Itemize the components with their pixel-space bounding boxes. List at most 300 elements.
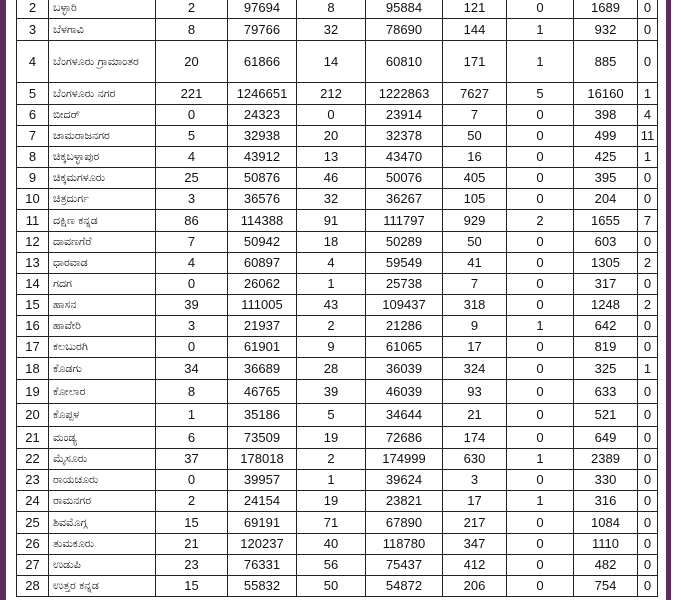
value-cell: 56 [297, 555, 366, 576]
value-cell: 932 [574, 19, 638, 41]
serial-number-cell: 10 [17, 189, 49, 210]
value-cell: 19 [297, 427, 366, 449]
value-cell: 171 [443, 41, 507, 83]
value-cell: 8 [297, 0, 366, 19]
district-name-cell: ಹಾಸನ [49, 295, 156, 316]
value-cell: 28 [297, 358, 366, 380]
table-row [17, 404, 658, 427]
value-cell: 316 [574, 491, 638, 512]
value-cell: 39624 [366, 470, 443, 491]
value-cell: 21 [156, 534, 228, 555]
value-cell: 630 [443, 449, 507, 470]
value-cell: 61866 [228, 41, 297, 83]
value-cell: 23821 [366, 491, 443, 512]
district-data-table [16, 0, 658, 597]
value-cell: 4 [638, 105, 658, 126]
value-cell: 324 [443, 358, 507, 380]
value-cell: 0 [507, 126, 574, 147]
value-cell: 499 [574, 126, 638, 147]
serial-number-cell: 8 [17, 147, 49, 168]
value-cell: 17 [443, 491, 507, 512]
value-cell: 0 [638, 0, 658, 19]
district-name-cell: ದಾವಣಗೆರೆ [49, 232, 156, 253]
value-cell: 0 [638, 404, 658, 427]
value-cell: 4 [297, 253, 366, 274]
district-name-cell: ಶಿವಮೊಗ್ಗ [49, 512, 156, 534]
district-name-cell: ಚಿತ್ರದುರ್ಗ [49, 189, 156, 210]
value-cell: 0 [156, 337, 228, 358]
serial-number-cell: 4 [17, 41, 49, 83]
value-cell: 1 [297, 470, 366, 491]
value-cell: 43470 [366, 147, 443, 168]
serial-number-cell: 12 [17, 232, 49, 253]
district-name-cell: ಕೊಪ್ಪಳ [49, 404, 156, 427]
value-cell: 60897 [228, 253, 297, 274]
value-cell: 395 [574, 168, 638, 189]
serial-number-cell: 17 [17, 337, 49, 358]
table-row [17, 253, 658, 274]
value-cell: 649 [574, 427, 638, 449]
value-cell: 0 [507, 427, 574, 449]
value-cell: 204 [574, 189, 638, 210]
value-cell: 109437 [366, 295, 443, 316]
value-cell: 67890 [366, 512, 443, 534]
value-cell: 412 [443, 555, 507, 576]
value-cell: 0 [507, 0, 574, 19]
value-cell: 50289 [366, 232, 443, 253]
table-row [17, 358, 658, 380]
district-name-cell: ಗದಗ [49, 274, 156, 295]
value-cell: 32 [297, 189, 366, 210]
value-cell: 0 [507, 512, 574, 534]
table-row [17, 0, 658, 19]
value-cell: 0 [507, 274, 574, 295]
table-row [17, 512, 658, 534]
table-row [17, 316, 658, 337]
district-name-cell: ಮಂಡ್ಯ [49, 427, 156, 449]
value-cell: 97694 [228, 0, 297, 19]
value-cell: 20 [156, 41, 228, 83]
value-cell: 2 [297, 449, 366, 470]
value-cell: 50942 [228, 232, 297, 253]
value-cell: 6 [156, 427, 228, 449]
table-row [17, 470, 658, 491]
value-cell: 16 [443, 147, 507, 168]
value-cell: 120237 [228, 534, 297, 555]
value-cell: 482 [574, 555, 638, 576]
table-row [17, 105, 658, 126]
value-cell: 347 [443, 534, 507, 555]
value-cell: 1084 [574, 512, 638, 534]
value-cell: 521 [574, 404, 638, 427]
value-cell: 0 [507, 555, 574, 576]
table-row [17, 83, 658, 105]
value-cell: 7627 [443, 83, 507, 105]
value-cell: 36576 [228, 189, 297, 210]
value-cell: 34 [156, 358, 228, 380]
value-cell: 32 [297, 19, 366, 41]
value-cell: 50 [443, 126, 507, 147]
value-cell: 16160 [574, 83, 638, 105]
value-cell: 43912 [228, 147, 297, 168]
serial-number-cell: 5 [17, 83, 49, 105]
value-cell: 36039 [366, 358, 443, 380]
value-cell: 23914 [366, 105, 443, 126]
value-cell: 0 [638, 555, 658, 576]
table-row [17, 337, 658, 358]
value-cell: 111797 [366, 210, 443, 232]
district-name-cell: ಧಾರವಾಡ [49, 253, 156, 274]
value-cell: 0 [507, 534, 574, 555]
value-cell: 2 [638, 295, 658, 316]
value-cell: 75437 [366, 555, 443, 576]
value-cell: 60810 [366, 41, 443, 83]
value-cell: 0 [507, 337, 574, 358]
value-cell: 642 [574, 316, 638, 337]
district-name-cell: ಬಳ್ಳಾರಿ [49, 0, 156, 19]
value-cell: 0 [507, 576, 574, 597]
table-row [17, 168, 658, 189]
value-cell: 118780 [366, 534, 443, 555]
value-cell: 7 [156, 232, 228, 253]
value-cell: 86 [156, 210, 228, 232]
serial-number-cell: 28 [17, 576, 49, 597]
value-cell: 7 [443, 105, 507, 126]
value-cell: 1305 [574, 253, 638, 274]
value-cell: 3 [443, 470, 507, 491]
value-cell: 318 [443, 295, 507, 316]
value-cell: 144 [443, 19, 507, 41]
serial-number-cell: 22 [17, 449, 49, 470]
serial-number-cell: 27 [17, 555, 49, 576]
value-cell: 55832 [228, 576, 297, 597]
value-cell: 1655 [574, 210, 638, 232]
value-cell: 1 [507, 41, 574, 83]
value-cell: 0 [507, 232, 574, 253]
value-cell: 0 [638, 491, 658, 512]
serial-number-cell: 3 [17, 19, 49, 41]
table-row [17, 147, 658, 168]
table-row [17, 189, 658, 210]
value-cell: 330 [574, 470, 638, 491]
serial-number-cell: 13 [17, 253, 49, 274]
value-cell: 398 [574, 105, 638, 126]
value-cell: 4 [156, 147, 228, 168]
value-cell: 0 [507, 168, 574, 189]
value-cell: 37 [156, 449, 228, 470]
value-cell: 221 [156, 83, 228, 105]
value-cell: 9 [297, 337, 366, 358]
serial-number-cell: 21 [17, 427, 49, 449]
value-cell: 0 [507, 404, 574, 427]
value-cell: 3 [156, 316, 228, 337]
value-cell: 24154 [228, 491, 297, 512]
value-cell: 603 [574, 232, 638, 253]
district-name-cell: ರಾಮನಗರ [49, 491, 156, 512]
value-cell: 91 [297, 210, 366, 232]
value-cell: 929 [443, 210, 507, 232]
value-cell: 50876 [228, 168, 297, 189]
value-cell: 2 [638, 253, 658, 274]
serial-number-cell: 15 [17, 295, 49, 316]
value-cell: 206 [443, 576, 507, 597]
table-body [17, 0, 658, 597]
value-cell: 405 [443, 168, 507, 189]
value-cell: 0 [507, 105, 574, 126]
value-cell: 1 [507, 316, 574, 337]
value-cell: 0 [507, 295, 574, 316]
value-cell: 0 [156, 274, 228, 295]
value-cell: 50 [297, 576, 366, 597]
value-cell: 9 [443, 316, 507, 337]
value-cell: 61901 [228, 337, 297, 358]
value-cell: 39 [297, 380, 366, 404]
value-cell: 20 [297, 126, 366, 147]
value-cell: 1 [507, 449, 574, 470]
value-cell: 15 [156, 576, 228, 597]
value-cell: 0 [507, 380, 574, 404]
value-cell: 4 [156, 253, 228, 274]
value-cell: 71 [297, 512, 366, 534]
district-name-cell: ಬೆಳಗಾವಿ [49, 19, 156, 41]
value-cell: 0 [638, 19, 658, 41]
value-cell: 754 [574, 576, 638, 597]
value-cell: 2 [297, 316, 366, 337]
serial-number-cell: 7 [17, 126, 49, 147]
value-cell: 5 [156, 126, 228, 147]
value-cell: 46039 [366, 380, 443, 404]
value-cell: 46765 [228, 380, 297, 404]
value-cell: 217 [443, 512, 507, 534]
value-cell: 15 [156, 512, 228, 534]
value-cell: 54872 [366, 576, 443, 597]
value-cell: 0 [638, 512, 658, 534]
value-cell: 0 [507, 147, 574, 168]
table-row [17, 274, 658, 295]
value-cell: 0 [638, 41, 658, 83]
value-cell: 0 [638, 380, 658, 404]
table-row [17, 491, 658, 512]
value-cell: 39 [156, 295, 228, 316]
value-cell: 0 [638, 470, 658, 491]
value-cell: 885 [574, 41, 638, 83]
value-cell: 0 [638, 274, 658, 295]
value-cell: 7 [638, 210, 658, 232]
value-cell: 178018 [228, 449, 297, 470]
value-cell: 633 [574, 380, 638, 404]
value-cell: 0 [638, 316, 658, 337]
value-cell: 0 [638, 449, 658, 470]
serial-number-cell: 26 [17, 534, 49, 555]
value-cell: 0 [638, 534, 658, 555]
district-name-cell: ಚಾಮರಾಜನಗರ [49, 126, 156, 147]
value-cell: 61065 [366, 337, 443, 358]
value-cell: 95884 [366, 0, 443, 19]
serial-number-cell: 16 [17, 316, 49, 337]
page-border-right [666, 0, 681, 600]
value-cell: 2389 [574, 449, 638, 470]
value-cell: 1246651 [228, 83, 297, 105]
value-cell: 0 [507, 253, 574, 274]
serial-number-cell: 23 [17, 470, 49, 491]
value-cell: 0 [156, 105, 228, 126]
serial-number-cell: 9 [17, 168, 49, 189]
table-row [17, 19, 658, 41]
value-cell: 36689 [228, 358, 297, 380]
value-cell: 76331 [228, 555, 297, 576]
value-cell: 14 [297, 41, 366, 83]
serial-number-cell: 19 [17, 380, 49, 404]
serial-number-cell: 18 [17, 358, 49, 380]
value-cell: 25738 [366, 274, 443, 295]
district-name-cell: ಕೊಡಗು [49, 358, 156, 380]
value-cell: 21286 [366, 316, 443, 337]
district-name-cell: ಕಲಬುರಗಿ [49, 337, 156, 358]
value-cell: 2 [156, 491, 228, 512]
value-cell: 5 [297, 404, 366, 427]
value-cell: 1689 [574, 0, 638, 19]
district-name-cell: ಬೀದರ್ [49, 105, 156, 126]
value-cell: 105 [443, 189, 507, 210]
value-cell: 3 [156, 189, 228, 210]
value-cell: 0 [507, 358, 574, 380]
value-cell: 174999 [366, 449, 443, 470]
value-cell: 1 [297, 274, 366, 295]
value-cell: 34644 [366, 404, 443, 427]
table-row [17, 449, 658, 470]
value-cell: 317 [574, 274, 638, 295]
district-name-cell: ಹಾವೇರಿ [49, 316, 156, 337]
serial-number-cell: 2 [17, 0, 49, 19]
value-cell: 59549 [366, 253, 443, 274]
district-name-cell: ದಕ್ಷಿಣ ಕನ್ನಡ [49, 210, 156, 232]
district-name-cell: ಉಡುಪಿ [49, 555, 156, 576]
table-row [17, 295, 658, 316]
value-cell: 121 [443, 0, 507, 19]
value-cell: 0 [638, 337, 658, 358]
value-cell: 79766 [228, 19, 297, 41]
value-cell: 32378 [366, 126, 443, 147]
table-row [17, 232, 658, 253]
table-row [17, 555, 658, 576]
value-cell: 111005 [228, 295, 297, 316]
value-cell: 50 [443, 232, 507, 253]
value-cell: 0 [638, 168, 658, 189]
table-row [17, 210, 658, 232]
value-cell: 0 [297, 105, 366, 126]
value-cell: 1 [507, 19, 574, 41]
district-name-cell: ಮೈಸೂರು [49, 449, 156, 470]
value-cell: 325 [574, 358, 638, 380]
value-cell: 13 [297, 147, 366, 168]
value-cell: 39957 [228, 470, 297, 491]
value-cell: 8 [156, 380, 228, 404]
table-row [17, 41, 658, 83]
value-cell: 25 [156, 168, 228, 189]
table-row [17, 534, 658, 555]
value-cell: 8 [156, 19, 228, 41]
serial-number-cell: 6 [17, 105, 49, 126]
value-cell: 174 [443, 427, 507, 449]
value-cell: 0 [507, 470, 574, 491]
value-cell: 11 [638, 126, 658, 147]
value-cell: 78690 [366, 19, 443, 41]
table-row [17, 576, 658, 597]
value-cell: 1 [638, 358, 658, 380]
value-cell: 24323 [228, 105, 297, 126]
value-cell: 35186 [228, 404, 297, 427]
table-row [17, 380, 658, 404]
district-name-cell: ಚಿಕ್ಕಬಳ್ಳಾಪುರ [49, 147, 156, 168]
value-cell: 2 [507, 210, 574, 232]
district-name-cell: ಚಿಕ್ಕಮಗಳೂರು [49, 168, 156, 189]
serial-number-cell: 24 [17, 491, 49, 512]
district-name-cell: ರಾಯಚೂರು [49, 470, 156, 491]
value-cell: 1 [507, 491, 574, 512]
value-cell: 19 [297, 491, 366, 512]
value-cell: 425 [574, 147, 638, 168]
district-name-cell: ಉತ್ತರ ಕನ್ನಡ [49, 576, 156, 597]
value-cell: 18 [297, 232, 366, 253]
value-cell: 114388 [228, 210, 297, 232]
value-cell: 43 [297, 295, 366, 316]
value-cell: 32938 [228, 126, 297, 147]
value-cell: 69191 [228, 512, 297, 534]
district-name-cell: ಬೆಂಗಳೂರು ನಗರ [49, 83, 156, 105]
value-cell: 1222863 [366, 83, 443, 105]
value-cell: 1 [638, 83, 658, 105]
table-row [17, 126, 658, 147]
value-cell: 46 [297, 168, 366, 189]
value-cell: 2 [156, 0, 228, 19]
value-cell: 819 [574, 337, 638, 358]
value-cell: 17 [443, 337, 507, 358]
value-cell: 0 [638, 232, 658, 253]
value-cell: 0 [156, 470, 228, 491]
value-cell: 93 [443, 380, 507, 404]
value-cell: 0 [638, 427, 658, 449]
value-cell: 40 [297, 534, 366, 555]
serial-number-cell: 14 [17, 274, 49, 295]
value-cell: 50076 [366, 168, 443, 189]
value-cell: 5 [507, 83, 574, 105]
value-cell: 41 [443, 253, 507, 274]
value-cell: 21937 [228, 316, 297, 337]
value-cell: 7 [443, 274, 507, 295]
value-cell: 1 [156, 404, 228, 427]
district-name-cell: ತುಮಕೂರು [49, 534, 156, 555]
value-cell: 26062 [228, 274, 297, 295]
district-name-cell: ಕೋಲಾರ [49, 380, 156, 404]
serial-number-cell: 11 [17, 210, 49, 232]
value-cell: 1248 [574, 295, 638, 316]
value-cell: 21 [443, 404, 507, 427]
value-cell: 0 [507, 189, 574, 210]
value-cell: 212 [297, 83, 366, 105]
page-border-left [0, 0, 6, 600]
value-cell: 72686 [366, 427, 443, 449]
value-cell: 36267 [366, 189, 443, 210]
serial-number-cell: 20 [17, 404, 49, 427]
value-cell: 1110 [574, 534, 638, 555]
table-row [17, 427, 658, 449]
serial-number-cell: 25 [17, 512, 49, 534]
district-name-cell: ಬೆಂಗಳೂರು ಗ್ರಾಮಾಂತರ [49, 41, 156, 83]
value-cell: 1 [638, 147, 658, 168]
value-cell: 0 [638, 189, 658, 210]
value-cell: 73509 [228, 427, 297, 449]
value-cell: 0 [638, 576, 658, 597]
